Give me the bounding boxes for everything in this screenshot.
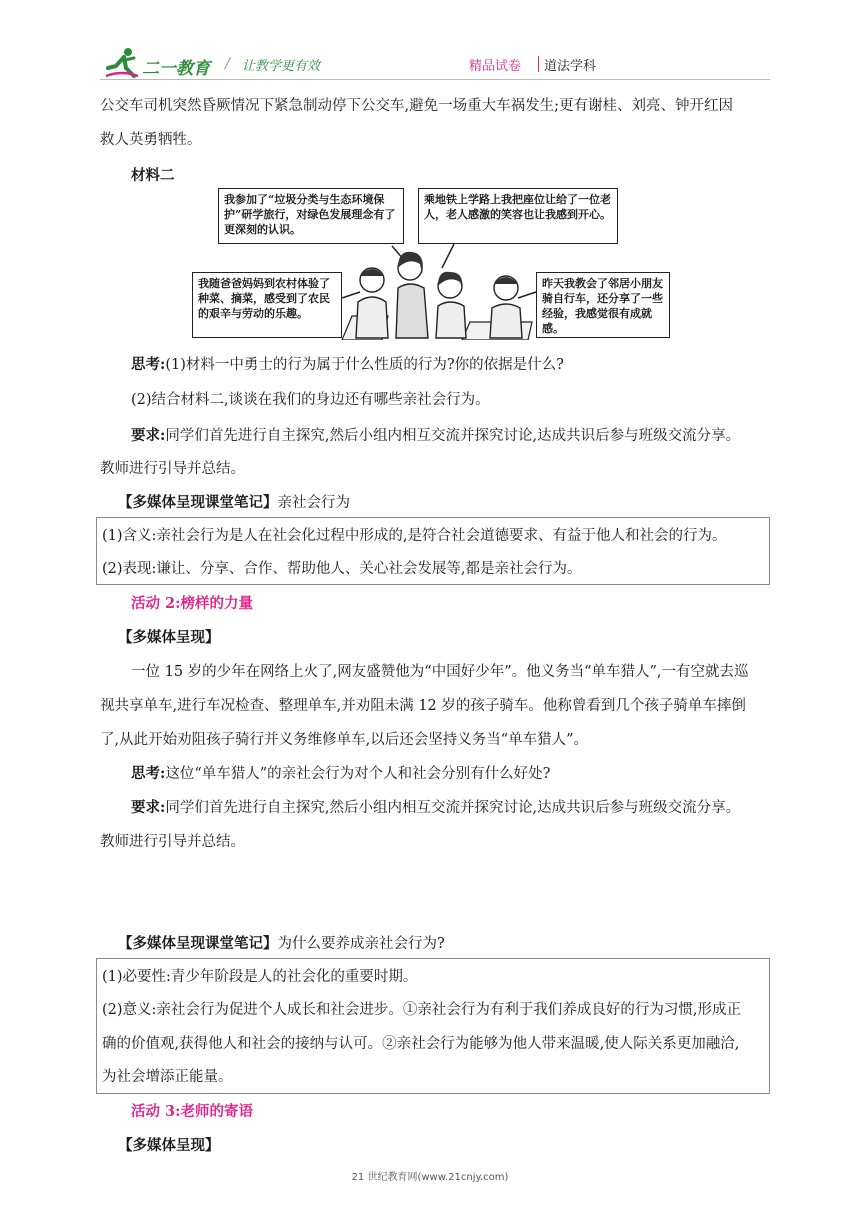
notes2-heading (118, 932, 788, 956)
subject-label: 道法学科 (544, 59, 597, 74)
think1-label: 思考: (131, 356, 166, 373)
activity3-heading: 活动 3:老师的寄语 (131, 1103, 253, 1120)
media-heading-1: 【多媒体呈现】 (118, 629, 220, 646)
footer-text: 21 世纪教育网(www.21cnjy.com) (351, 1172, 509, 1183)
activity2-heading: 活动 2:榜样的力量 (131, 595, 253, 612)
think2-label: 思考: (131, 765, 166, 782)
material2-label: 材料二 (131, 167, 175, 184)
box2-line-1: (1)必要性:青少年阶段是人的社会化的重要时期。 (102, 969, 418, 985)
intro-line-1: 公交车司机突然昏厥情况下紧急制动停下公交车,避免一场重大车祸发生;更有谢桂、刘亮、钟开红因 (100, 98, 733, 114)
box1-line-2: (2)表现:谦让、分享、合作、帮助他人、关心社会发展等,都是亲社会行为。 (102, 561, 582, 577)
speech-bubble-3: 我随爸爸妈妈到农村体验了种菜、摘菜，感受到了农民的艰辛与劳动的乐趣。 (192, 272, 342, 338)
header-divider (538, 56, 539, 72)
req2-label: 要求: (131, 799, 166, 816)
speech-bubble-1: 我参加了“垃圾分类与生态环境保护”研学旅行，对绿色发展理念有了更深刻的认识。 (218, 188, 404, 244)
think1 (131, 353, 801, 377)
story-line-2: 视共享单车,进行车况检查、整理单车,并劝阻未满 12 岁的孩子骑车。他称曾看到几个孩子骑单车摔倒 (100, 698, 746, 714)
think1-question2: (2)结合材料二,谈谈在我们的身边还有哪些亲社会行为。 (131, 392, 490, 408)
story-line-3: 了,从此开始劝阻孩子骑行并义务维修单车,以后还会坚持义务当“单车猎人”。 (100, 732, 589, 748)
think2-text: 这位“单车猎人”的亲社会行为对个人和社会分别有什么好处? (165, 766, 551, 782)
notes2-box (96, 958, 770, 1094)
notes1-label: 【多媒体呈现课堂笔记】 (118, 494, 278, 511)
notes2-label: 【多媒体呈现课堂笔记】 (118, 935, 278, 952)
requirement2-cont: 教师进行引导并总结。 (100, 834, 245, 850)
notes2-title: 为什么要养成亲社会行为? (277, 936, 445, 952)
requirement2 (131, 796, 801, 820)
story-line-1: 一位 15 岁的少年在网络上火了,网友盛赞他为“中国好少年”。他义务当“单车猎人”,一有空就去巡 (131, 664, 749, 680)
req2-text: 同学们首先进行自主探究,然后小组内相互交流并探究讨论,达成共识后参与班级交流分享。 (165, 800, 741, 816)
notes1-box (96, 517, 770, 585)
header-rule (100, 79, 770, 80)
think1-text: (1)材料一中勇士的行为属于什么性质的行为?你的依据是什么? (165, 357, 564, 373)
logo-text: 二一教育 (142, 59, 210, 79)
speech-bubble-2: 乘地铁上学路上我把座位让给了一位老人，老人感激的笑容也让我感到开心。 (418, 188, 618, 244)
speech-bubble-4: 昨天我教会了邻居小朋友骑自行车，还分享了一些经验，我感觉很有成就感。 (536, 272, 670, 338)
box1-line-1: (1)含义:亲社会行为是人在社会化过程中形成的,是符合社会道德要求、有益于他人和社会的行为。 (102, 528, 727, 544)
slash-divider: / (225, 54, 231, 72)
requirement1-cont: 教师进行引导并总结。 (100, 461, 245, 477)
req1-label: 要求: (131, 427, 166, 444)
media-heading-2: 【多媒体呈现】 (118, 1137, 220, 1154)
runner-logo-icon (104, 46, 140, 80)
box2-line-2: (2)意义:亲社会行为促进个人成长和社会进步。①亲社会行为有利于我们养成良好的行为习惯,形成正 (102, 1002, 742, 1018)
notes1-heading (118, 491, 788, 515)
badge-label: 精品试卷 (469, 59, 522, 74)
slogan: 让教学更有效 (242, 59, 321, 74)
header (0, 0, 860, 90)
requirement1 (131, 424, 801, 448)
notes1-title: 亲社会行为 (277, 495, 350, 511)
think2 (131, 762, 801, 786)
req1-text: 同学们首先进行自主探究,然后小组内相互交流并探究讨论,达成共识后参与班级交流分享。 (165, 428, 741, 444)
box2-line-3: 确的价值观,获得他人和社会的接纳与认可。②亲社会行为能够为他人带来温暖,使人际关系更加融洽, (102, 1036, 740, 1052)
comic-illustration (192, 188, 670, 340)
box2-line-4: 为社会增添正能量。 (102, 1069, 233, 1085)
intro-line-2: 救人英勇牺牲。 (100, 132, 202, 148)
